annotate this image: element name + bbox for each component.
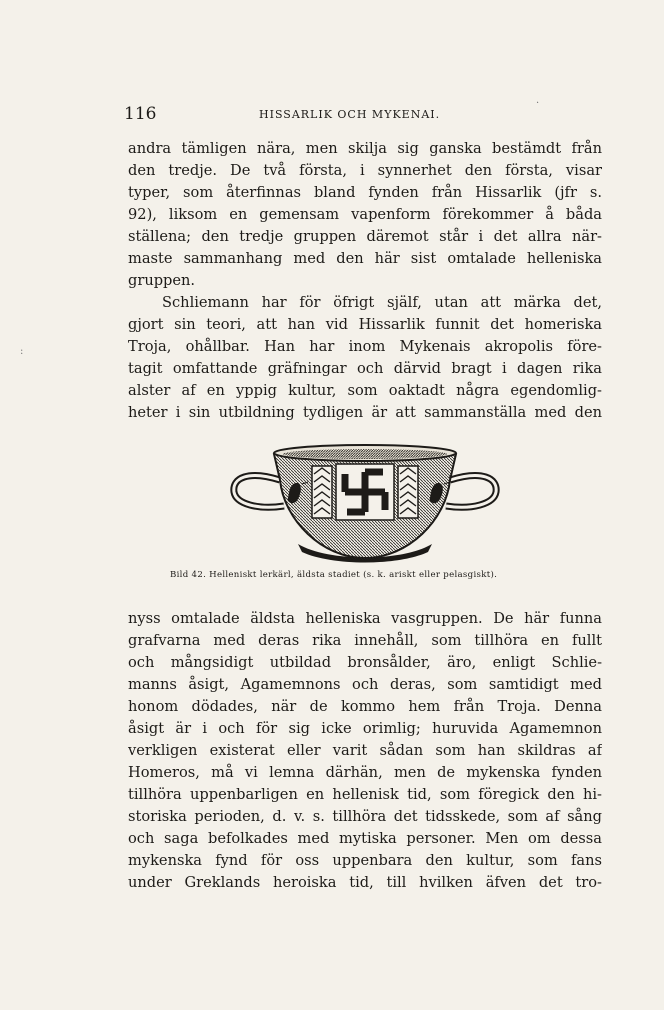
text-line: ställena; den tredje gruppen däremot står i det allra när- <box>128 228 602 245</box>
text-line: gruppen. <box>128 272 196 289</box>
text-line: Homeros, må vi lemna därhän, men de mykenska fynden <box>128 764 602 781</box>
figure-caption: Bild 42. Helleniskt lerkärl, äldsta stadiet (s. k. ariskt eller pelasgiskt). <box>170 570 498 580</box>
text-line: tagit omfattande gräfningar och därvid bragt i dagen rika <box>128 360 602 377</box>
margin-mark: · <box>536 98 540 109</box>
page-number: 116 <box>124 104 157 124</box>
text-line: mykenska fynd för oss uppenbara den kultur, som fans <box>128 852 602 869</box>
text-line: åsigt är i och för sig icke orimlig; huruvida Agamemnon <box>128 720 602 737</box>
text-line: alster af en yppig kultur, som oaktadt några egendomlig- <box>128 382 602 399</box>
running-title: HISSARLIK OCH MYKENAI. <box>259 108 441 121</box>
text-line: Troja, ohållbar. Han har inom Mykenais akropolis före- <box>128 338 602 355</box>
text-line: och saga befolkades med mytiska personer. Men om dessa <box>128 830 602 847</box>
text-block-bottom <box>128 608 602 894</box>
text-line: maste sammanhang med den här sist omtalade helleniska <box>128 250 602 267</box>
text-line: honom dödades, när de kommo hem från Troja. Denna <box>128 698 602 715</box>
text-line: grafvarna med deras rika innehåll, som tillhöra en fullt <box>128 632 602 649</box>
text-line: Schliemann har för öfrigt själf, utan att märka det, <box>162 294 602 311</box>
page-header <box>124 104 604 128</box>
text-line: under Greklands heroiska tid, till hvilken äfven det tro- <box>128 874 602 891</box>
text-line: gjort sin teori, att han vid Hissarlik funnit det homeriska <box>128 316 602 333</box>
text-line: heter i sin utbildning tydligen är att sammanställa med den <box>128 404 602 421</box>
text-line: typer, som återfinnas bland fynden från Hissarlik (jfr s. <box>128 184 602 201</box>
margin-mark: : <box>20 346 24 357</box>
text-line: den tredje. De två första, i synnerhet den första, visar <box>128 162 602 179</box>
text-line: nyss omtalade äldsta helleniska vasgruppen. De här funna <box>128 610 602 627</box>
text-line: och mångsidigt utbildad bronsålder, äro, enligt Schlie- <box>128 654 602 671</box>
text-block-top <box>128 138 602 424</box>
text-line: andra tämligen nära, men skilja sig ganska bestämdt från <box>128 140 602 157</box>
text-line: tillhöra uppenbarligen en hellenisk tid, som föregick den hi- <box>128 786 602 803</box>
text-line: verkligen existerat eller varit sådan som han skildras af <box>128 742 602 759</box>
text-line: 92), liksom en gemensam vapenform förekommer å båda <box>128 206 602 223</box>
text-line: storiska perioden, d. v. s. tillhöra det tidsskede, som af sång <box>128 808 602 825</box>
text-line: manns åsigt, Agamemnons och deras, som samtidigt med <box>128 676 602 693</box>
vase-illustration <box>228 440 502 566</box>
